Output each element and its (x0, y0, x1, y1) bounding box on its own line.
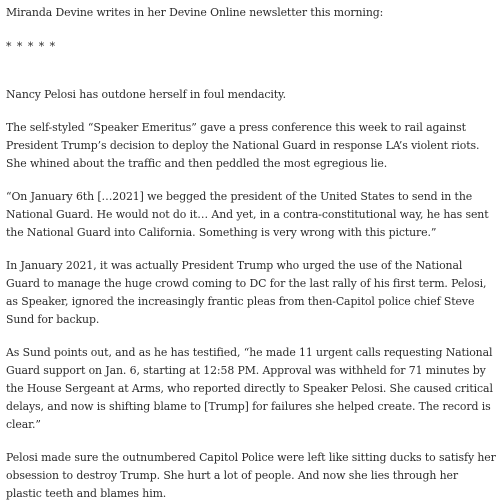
paragraph-january-2021: In January 2021, it was actually President Trump who urged the use of the National Guard to manage the huge crowd coming to DC for the last rally of his first term. Pelosi, as Speaker, ignored the increasingly frantic pleas from then-Capitol police chief Steve Sund for backup. (6, 259, 487, 326)
paragraph-press-conference: The self-styled “Speaker Emeritus” gave a press conference this week to rail against President Trump’s decision to deploy the National Guard in response LA’s violent riots. She whined about the traffic and then peddled the most egregious lie. (6, 121, 480, 170)
paragraph-sund-testimony: As Sund points out, and as he has testified, “he made 11 urgent calls requesting National Guard support on Jan. 6, starting at 12:58 PM. Approval was withheld for 71 minutes by the House Sergeant at Arms, who reported directly to Speaker Pelosi. She caused critical delays, and now is shifting blame to [Trump] for failures she helped create. The record is clear.” (6, 346, 493, 431)
paragraph-pelosi-quote: “On January 6th […2021] we begged the president of the United States to send in the National Guard. He would not do it… And yet, in a contra-constitutional way, he has sent the National Guard into California. Something is very wrong with this picture.” (6, 190, 489, 239)
paragraph-lede: Nancy Pelosi has outdone herself in foul mendacity. (6, 88, 287, 101)
section-divider: * * * * * (6, 40, 57, 53)
intro-line: Miranda Devine writes in her Devine Online newsletter this morning: (6, 6, 384, 19)
paragraph-conclusion: Pelosi made sure the outnumbered Capitol Police were left like sitting ducks to satisfy her obsession to destroy Trump. She hurt a lot of people. And now she lies through her plastic teeth and blames him. (6, 451, 496, 500)
